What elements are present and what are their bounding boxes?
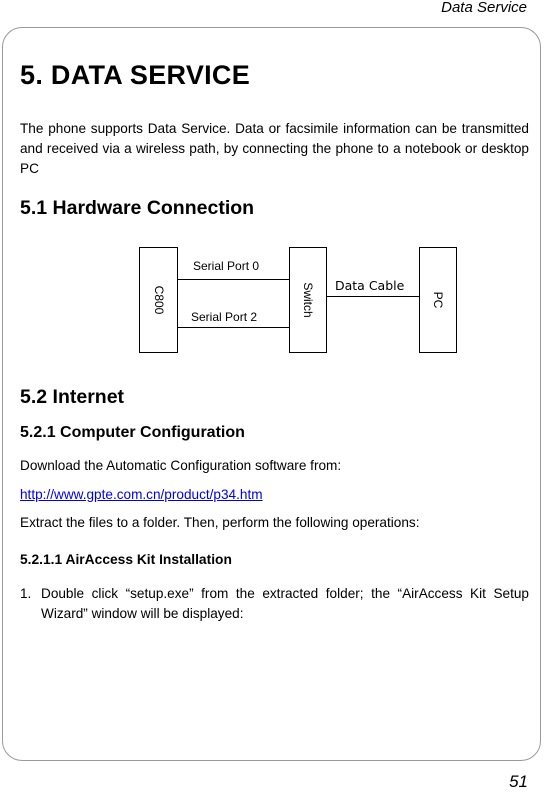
running-header: Data Service	[441, 0, 527, 16]
page-number: 51	[509, 772, 528, 791]
section-title-hardware-connection: 5.1 Hardware Connection	[20, 197, 255, 219]
step-list	[20, 584, 529, 624]
step-text: Double click “setup.exe” from the extracted folder; the “AirAccess Kit Setup Wizard” window will be displayed:	[41, 586, 529, 621]
switch-label: Switch	[301, 282, 315, 318]
serial-port-0-label: Serial Port 0	[193, 259, 260, 273]
download-text: Download the Automatic Configuration software from:	[20, 458, 342, 473]
step-number: 1.	[20, 586, 32, 601]
download-link[interactable]: http://www.gpte.com.cn/product/p34.htm	[20, 487, 263, 502]
serial-port-2-label: Serial Port 2	[191, 310, 258, 324]
intro-paragraph: The phone supports Data Service. Data or facsimile information can be transmitted and received via a wireless path, by connecting the phone to a notebook or desktop PC	[20, 121, 529, 176]
pc-label: PC	[431, 291, 445, 309]
extract-text: Extract the files to a folder. Then, perform the following operations:	[20, 515, 420, 530]
section-title-computer-configuration: 5.2.1 Computer Configuration	[20, 424, 245, 441]
data-cable-label: Data Cable	[332, 278, 407, 293]
section-title-internet: 5.2 Internet	[20, 386, 125, 408]
chapter-title: 5. DATA SERVICE	[20, 60, 251, 90]
device-label: C800	[151, 285, 166, 315]
list-item	[20, 584, 529, 624]
section-title-airaccess-kit-installation: 5.2.1.1 AirAccess Kit Installation	[20, 552, 232, 567]
